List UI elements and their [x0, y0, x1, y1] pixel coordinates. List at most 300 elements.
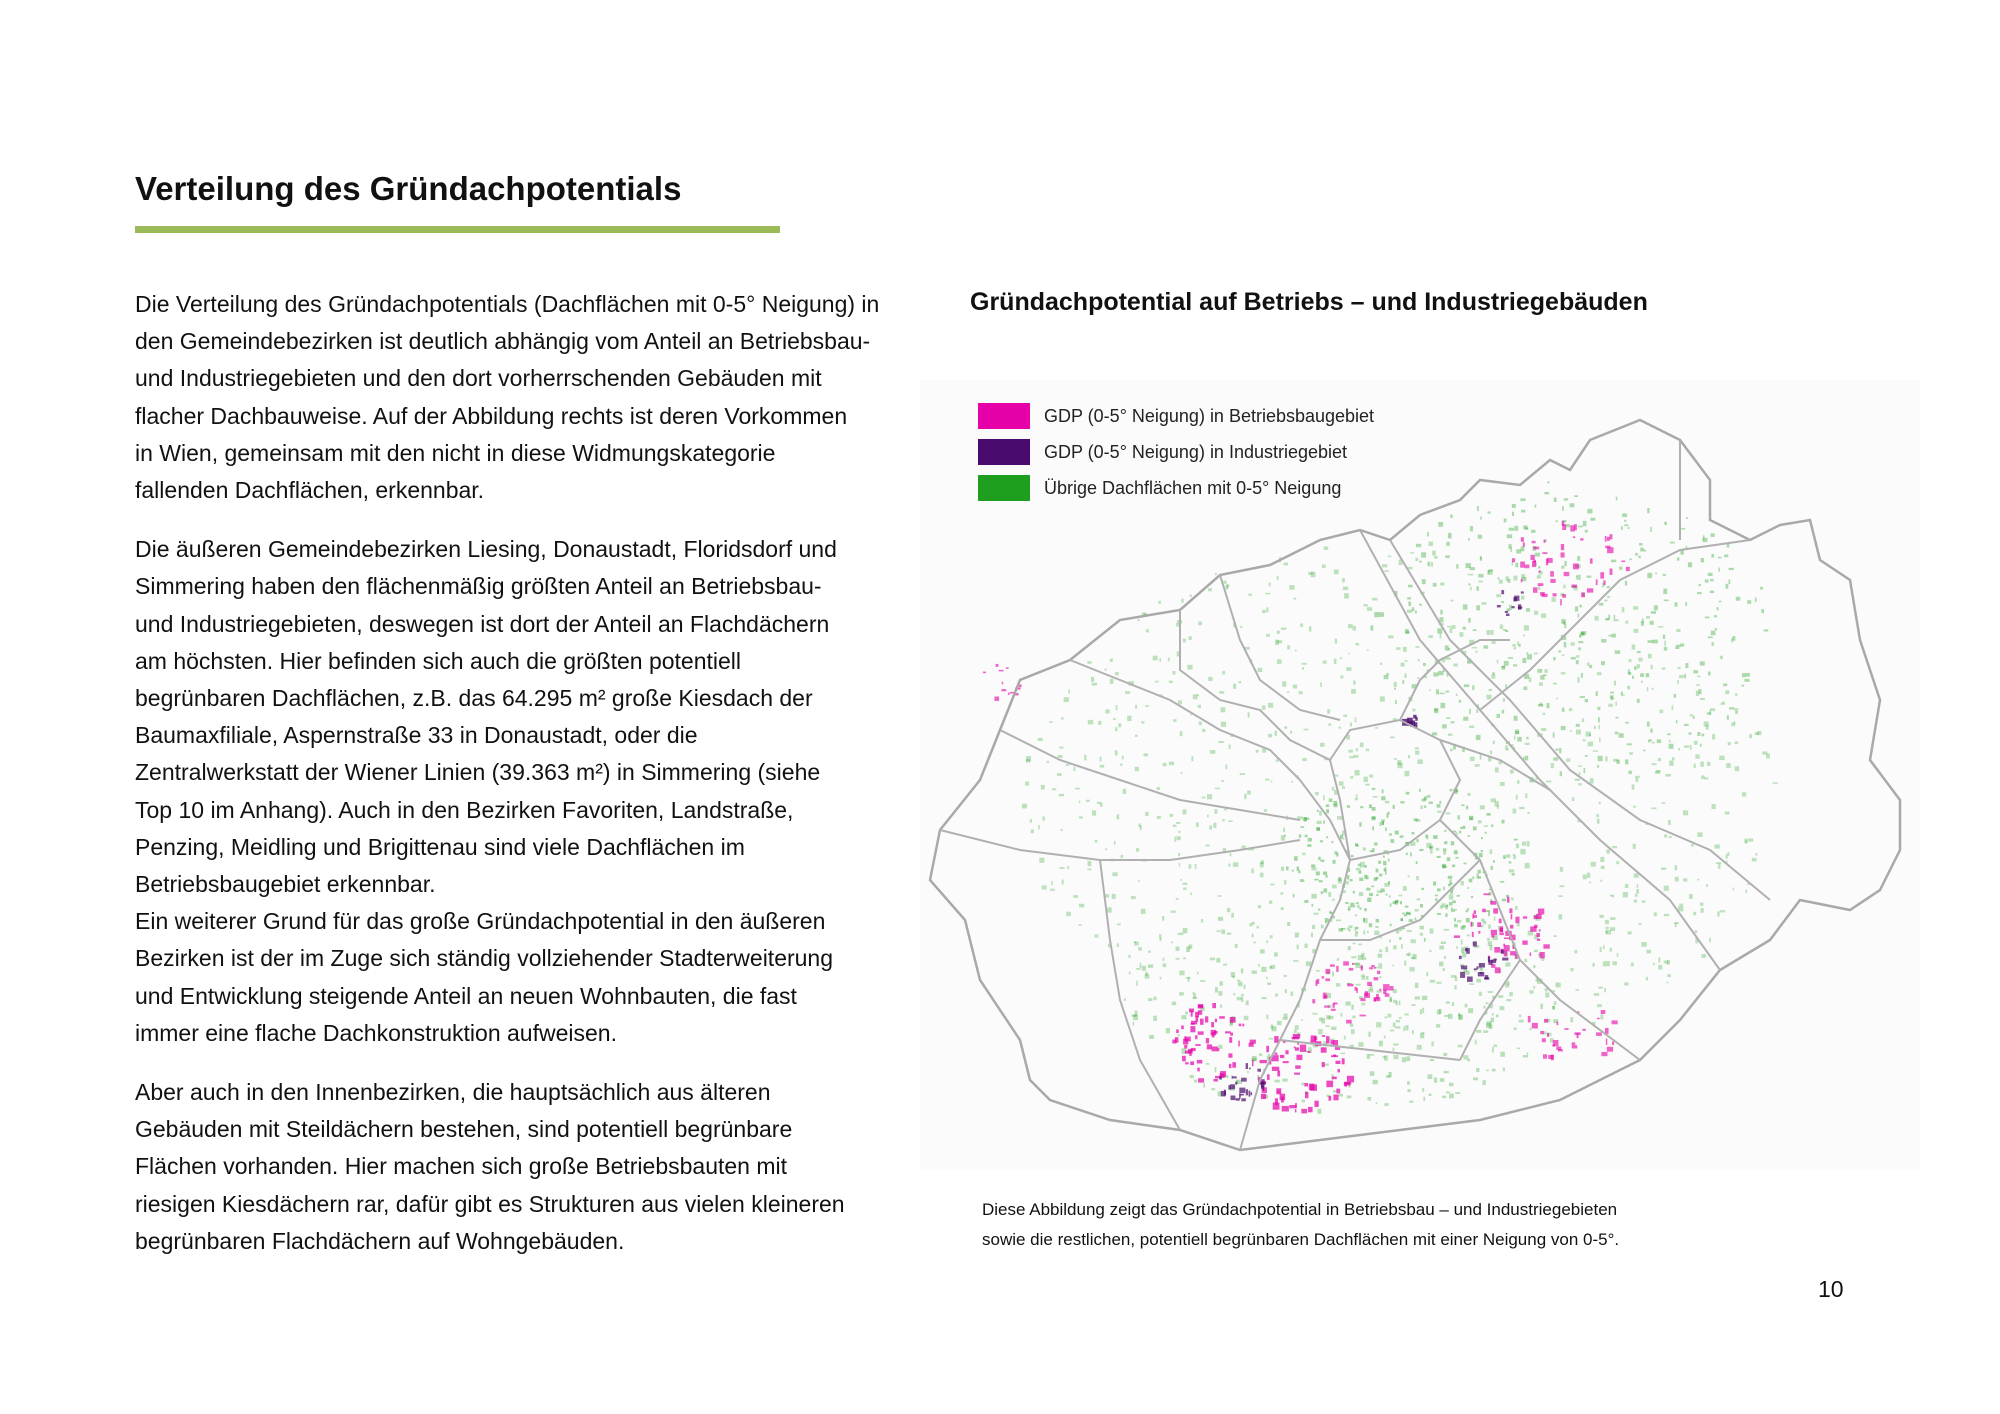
- roof-dot: [1638, 658, 1642, 662]
- roof-dot: [1474, 910, 1476, 914]
- roof-dot: [1459, 700, 1461, 703]
- roof-dot: [1360, 862, 1365, 868]
- roof-dot: [1564, 498, 1569, 500]
- roof-dot: [1087, 869, 1091, 871]
- roof-dot: [1564, 561, 1566, 566]
- roof-dot: [1372, 826, 1374, 830]
- roof-dot: [1733, 636, 1736, 641]
- roof-dot: [1189, 1009, 1194, 1013]
- roof-dot: [1487, 938, 1490, 940]
- roof-dot: [1475, 764, 1480, 767]
- roof-dot: [1562, 654, 1565, 656]
- roof-dot: [1658, 965, 1662, 970]
- text-line: flacher Dachbauweise. Auf der Abbildung rechts ist deren Vorkommen: [135, 402, 848, 429]
- roof-dot: [1179, 971, 1184, 976]
- roof-dot: [1290, 731, 1292, 734]
- roof-dot: [1585, 699, 1588, 702]
- roof-dot: [1339, 727, 1342, 729]
- roof-dot: [1635, 894, 1637, 897]
- roof-dot: [1696, 691, 1699, 696]
- roof-dot: [1418, 759, 1423, 764]
- roof-dot: [1374, 612, 1379, 617]
- roof-dot: [1404, 914, 1407, 916]
- roof-dot: [1476, 1068, 1480, 1072]
- roof-dot: [1603, 961, 1605, 966]
- roof-dot: [1654, 912, 1657, 916]
- legend-label: GDP (0-5° Neigung) in Industriegebiet: [1044, 441, 1348, 462]
- roof-dot: [1484, 977, 1489, 980]
- roof-dot: [1588, 742, 1593, 747]
- roof-dot: [1384, 570, 1389, 572]
- roof-dot: [1434, 556, 1437, 558]
- roof-dot: [1422, 1088, 1424, 1092]
- roof-dot: [1340, 675, 1343, 678]
- roof-dot: [1610, 569, 1613, 575]
- legend-item-betriebsbaugebiet: [978, 398, 1374, 434]
- roof-dot: [1478, 870, 1481, 874]
- roof-dot: [1705, 579, 1709, 582]
- roof-dot: [1405, 906, 1409, 908]
- roof-dot: [1606, 849, 1610, 853]
- roof-dot: [1336, 1089, 1340, 1094]
- roof-dot: [1628, 686, 1630, 690]
- roof-dot: [1445, 913, 1447, 917]
- roof-dot: [1621, 561, 1625, 563]
- roof-dot: [1443, 1053, 1447, 1056]
- roof-dot: [1237, 980, 1240, 982]
- roof-dot: [1676, 720, 1678, 723]
- roof-dot: [1140, 963, 1142, 968]
- roof-dot: [1443, 848, 1446, 851]
- roof-dot: [996, 664, 999, 667]
- roof-dot: [1538, 704, 1543, 707]
- roof-dot: [1326, 804, 1329, 807]
- roof-dot: [1135, 705, 1137, 709]
- roof-dot: [1134, 942, 1139, 946]
- roof-dot: [1476, 735, 1481, 740]
- roof-dot: [1479, 853, 1483, 857]
- roof-dot: [1449, 902, 1452, 905]
- roof-dot: [1141, 909, 1146, 914]
- roof-dot: [1537, 575, 1541, 579]
- roof-dot: [1232, 1076, 1237, 1078]
- roof-dot: [1476, 605, 1480, 610]
- roof-dot: [1191, 1048, 1196, 1051]
- roof-dot: [1446, 1002, 1450, 1004]
- roof-dot: [1247, 791, 1251, 795]
- roof-dot: [1417, 1045, 1422, 1050]
- roof-dot: [1195, 1044, 1200, 1046]
- paragraph-3: [135, 1074, 935, 1260]
- roof-dot: [1561, 672, 1566, 674]
- roof-dot: [1241, 997, 1243, 1002]
- roof-dot: [1115, 672, 1119, 675]
- roof-dot: [1379, 949, 1382, 952]
- roof-dot: [1408, 875, 1410, 877]
- roof-dot: [1349, 968, 1354, 971]
- roof-dot: [1277, 1071, 1280, 1077]
- roof-dot: [1597, 819, 1600, 824]
- roof-dot: [1516, 844, 1519, 849]
- roof-dot: [1270, 884, 1274, 886]
- roof-dot: [1762, 751, 1767, 754]
- roof-dot: [1507, 897, 1510, 903]
- roof-dot: [1382, 821, 1384, 825]
- roof-dot: [1650, 739, 1652, 741]
- roof-dot: [1266, 1046, 1269, 1052]
- roof-dot: [1258, 905, 1261, 908]
- roof-dot: [1605, 618, 1609, 620]
- roof-dot: [1533, 965, 1535, 968]
- roof-dot: [1543, 674, 1547, 676]
- roof-dot: [1577, 1033, 1579, 1038]
- roof-dot: [1536, 914, 1542, 919]
- roof-dot: [1515, 731, 1519, 734]
- roof-dot: [1404, 674, 1406, 678]
- roof-dot: [1352, 1016, 1355, 1019]
- roof-dot: [1297, 867, 1300, 871]
- roof-dot: [1599, 802, 1601, 804]
- roof-dot: [1564, 1028, 1568, 1030]
- roof-dot: [1491, 674, 1495, 679]
- roof-dot: [1100, 765, 1105, 768]
- roof-dot: [1703, 535, 1705, 539]
- roof-dot: [1724, 555, 1728, 558]
- roof-dot: [1216, 930, 1220, 932]
- roof-dot: [1448, 533, 1452, 539]
- roof-dot: [1386, 894, 1388, 896]
- roof-dot: [1517, 780, 1520, 784]
- roof-dot: [1440, 610, 1442, 615]
- roof-dot: [1484, 645, 1489, 649]
- roof-dot: [1621, 692, 1623, 696]
- roof-dot: [1472, 647, 1477, 649]
- roof-dot: [1172, 671, 1175, 675]
- roof-dot: [1657, 739, 1661, 743]
- roof-dot: [1270, 935, 1273, 938]
- roof-dot: [1398, 895, 1402, 897]
- roof-dot: [1625, 759, 1628, 764]
- roof-dot: [1400, 901, 1402, 904]
- roof-dot: [1557, 1022, 1559, 1026]
- roof-dot: [1415, 747, 1419, 749]
- roof-dot: [1430, 849, 1433, 854]
- roof-dot: [1353, 626, 1356, 631]
- roof-dot: [1700, 698, 1705, 700]
- roof-dot: [1173, 825, 1177, 827]
- roof-dot: [1527, 841, 1530, 846]
- roof-dot: [1215, 788, 1220, 790]
- figure-title: Gründachpotential auf Betriebs – und Industriegebäuden: [970, 288, 1648, 316]
- roof-dot: [1359, 878, 1363, 881]
- roof-dot: [1331, 1009, 1336, 1011]
- roof-dot: [1675, 877, 1679, 882]
- roof-dot: [1648, 640, 1653, 643]
- roof-dot: [1512, 558, 1515, 562]
- roof-dot: [1281, 907, 1284, 910]
- roof-dot: [1755, 598, 1757, 603]
- roof-dot: [1578, 526, 1583, 528]
- roof-dot: [1503, 629, 1507, 631]
- roof-dot: [1524, 959, 1527, 962]
- roof-dot: [1420, 926, 1425, 930]
- roof-dot: [1607, 1047, 1613, 1052]
- roof-dot: [1677, 667, 1680, 669]
- roof-dot: [1300, 826, 1304, 828]
- roof-dot: [1239, 1088, 1245, 1093]
- roof-dot: [1710, 579, 1714, 582]
- roof-dot: [1536, 933, 1540, 937]
- roof-dot: [1128, 955, 1130, 958]
- roof-dot: [1342, 1058, 1345, 1064]
- roof-dot: [1484, 825, 1488, 827]
- roof-dot: [1038, 738, 1043, 741]
- roof-dot: [1576, 724, 1580, 727]
- roof-dot: [1615, 732, 1619, 735]
- roof-dot: [1183, 888, 1186, 891]
- roof-dot: [1328, 723, 1331, 726]
- roof-dot: [1256, 750, 1259, 753]
- roof-dot: [1233, 993, 1236, 995]
- roof-dot: [1282, 681, 1286, 687]
- roof-dot: [1539, 682, 1543, 685]
- roof-dot: [1207, 815, 1209, 818]
- roof-dot: [1059, 867, 1064, 869]
- roof-dot: [1369, 804, 1372, 808]
- roof-dot: [1198, 1078, 1204, 1082]
- legend-swatch-magenta: [978, 403, 1030, 429]
- roof-dot: [1709, 711, 1711, 715]
- roof-dot: [1233, 862, 1239, 867]
- roof-dot: [1268, 734, 1272, 738]
- roof-dot: [1651, 665, 1653, 670]
- roof-dot: [1304, 944, 1307, 948]
- roof-dot: [1136, 981, 1138, 986]
- roof-dot: [1145, 705, 1149, 707]
- roof-dot: [1323, 821, 1325, 824]
- roof-dot: [1364, 908, 1367, 911]
- roof-dot: [1506, 609, 1510, 612]
- roof-dot: [1384, 675, 1389, 679]
- roof-dot: [1367, 898, 1371, 903]
- roof-dot: [1289, 585, 1294, 590]
- roof-dot: [1553, 657, 1556, 660]
- roof-dot: [1138, 880, 1140, 882]
- roof-dot: [1240, 626, 1242, 628]
- roof-dot: [1219, 691, 1224, 694]
- roof-dot: [1367, 931, 1369, 933]
- roof-dot: [1612, 634, 1616, 638]
- roof-dot: [1456, 564, 1458, 569]
- roof-dot: [1553, 683, 1557, 685]
- roof-dot: [1528, 1016, 1531, 1023]
- roof-dot: [1660, 710, 1664, 714]
- roof-dot: [1094, 934, 1098, 937]
- roof-dot: [1002, 682, 1004, 685]
- roof-dot: [1105, 848, 1107, 850]
- roof-dot: [1353, 755, 1358, 758]
- roof-dot: [1218, 917, 1223, 921]
- roof-dot: [1514, 839, 1518, 841]
- roof-dot: [1197, 1060, 1203, 1064]
- roof-dot: [1476, 586, 1479, 590]
- roof-dot: [1471, 896, 1473, 898]
- roof-dot: [1465, 948, 1467, 951]
- roof-dot: [1218, 741, 1223, 743]
- roof-dot: [1224, 809, 1227, 811]
- roof-dot: [1647, 573, 1652, 578]
- roof-dot: [1675, 865, 1678, 870]
- roof-dot: [1295, 1109, 1297, 1112]
- roof-dot: [1308, 1107, 1313, 1112]
- roof-dot: [1276, 759, 1279, 762]
- roof-dot: [1198, 622, 1202, 626]
- roof-dot: [1658, 758, 1661, 761]
- roof-dot: [1509, 908, 1512, 913]
- roof-dot: [1554, 935, 1557, 937]
- roof-dot: [1148, 965, 1153, 968]
- roof-dot: [1674, 602, 1677, 606]
- roof-dot: [1356, 902, 1359, 904]
- roof-dot: [1439, 946, 1444, 950]
- roof-dot: [1670, 542, 1675, 544]
- roof-dot: [1585, 530, 1588, 533]
- roof-dot: [1534, 925, 1537, 928]
- roof-dot: [1601, 661, 1605, 665]
- roof-dot: [1548, 481, 1550, 484]
- roof-dot: [1447, 626, 1452, 628]
- roof-dot: [1445, 690, 1449, 692]
- roof-dot: [1235, 944, 1238, 948]
- roof-dot: [1251, 1092, 1253, 1095]
- roof-dot: [1420, 805, 1422, 809]
- roof-dot: [1726, 854, 1728, 859]
- roof-dot: [1631, 963, 1634, 967]
- roof-dot: [1607, 586, 1610, 588]
- roof-dot: [1334, 659, 1337, 664]
- roof-dot: [1422, 579, 1426, 584]
- roof-dot: [1429, 847, 1431, 849]
- roof-dot: [1674, 694, 1676, 698]
- roof-dot: [1448, 734, 1453, 736]
- roof-dot: [1376, 869, 1379, 873]
- roof-dot: [1478, 876, 1481, 878]
- roof-dot: [1711, 533, 1715, 537]
- roof-dot: [1590, 518, 1595, 521]
- text-line: und Industriegebieten, deswegen ist dort der Anteil an Flachdächern: [135, 610, 830, 637]
- roof-dot: [1242, 1024, 1244, 1027]
- roof-dot: [1214, 1079, 1218, 1082]
- roof-dot: [1635, 776, 1640, 778]
- roof-dot: [1478, 931, 1480, 934]
- roof-dot: [1752, 858, 1757, 862]
- roof-dot: [1388, 881, 1390, 884]
- roof-dot: [1241, 994, 1244, 997]
- roof-dot: [1611, 560, 1616, 563]
- roof-dot: [1718, 557, 1722, 559]
- roof-dot: [1492, 1069, 1496, 1072]
- roof-dot: [1417, 677, 1419, 679]
- roof-dot: [1312, 867, 1317, 870]
- roof-dot: [1744, 679, 1749, 682]
- roof-dot: [1711, 631, 1716, 636]
- roof-dot: [1305, 1092, 1308, 1098]
- roof-dot: [1135, 767, 1139, 771]
- paragraph-2: [135, 531, 935, 1052]
- roof-dot: [1444, 929, 1450, 931]
- roof-dot: [1451, 908, 1453, 910]
- roof-dot: [1244, 1016, 1249, 1020]
- roof-dot: [1600, 1014, 1603, 1019]
- roof-dot: [1447, 857, 1450, 861]
- roof-dot: [1470, 587, 1472, 591]
- roof-dot: [1386, 673, 1389, 675]
- roof-dot: [1521, 537, 1524, 542]
- roof-dot: [1697, 832, 1702, 837]
- roof-dot: [1633, 806, 1636, 808]
- roof-dot: [1189, 636, 1192, 640]
- roof-dot: [1748, 839, 1753, 842]
- roof-dot: [1513, 809, 1517, 814]
- roof-dot: [1241, 1078, 1247, 1082]
- roof-dot: [1527, 654, 1532, 659]
- roof-dot: [1503, 1068, 1505, 1072]
- roof-dot: [1446, 905, 1448, 908]
- roof-dot: [1727, 715, 1729, 720]
- roof-dot: [1481, 925, 1484, 927]
- roof-dot: [1512, 504, 1516, 508]
- roof-dot: [1190, 595, 1192, 597]
- roof-dot: [1491, 1018, 1495, 1023]
- roof-dot: [1273, 1103, 1280, 1110]
- roof-dot: [1177, 836, 1181, 840]
- roof-dot: [1346, 1020, 1352, 1024]
- roof-dot: [1461, 804, 1464, 806]
- roof-dot: [1655, 771, 1660, 774]
- roof-dot: [1426, 972, 1428, 976]
- roof-dot: [1514, 596, 1519, 601]
- roof-dot: [1374, 967, 1376, 969]
- roof-dot: [1115, 727, 1117, 731]
- roof-dot: [1215, 1067, 1217, 1072]
- roof-dot: [1457, 920, 1461, 923]
- roof-dot: [1452, 901, 1456, 904]
- roof-dot: [1038, 825, 1040, 829]
- roof-dot: [1107, 907, 1111, 912]
- roof-dot: [1370, 625, 1373, 630]
- roof-dot: [1066, 912, 1071, 917]
- roof-dot: [1726, 584, 1729, 589]
- roof-dot: [1246, 1063, 1248, 1069]
- roof-dot: [1260, 862, 1264, 867]
- roof-dot: [1455, 909, 1457, 911]
- roof-dot: [1371, 965, 1375, 967]
- roof-dot: [1181, 772, 1183, 774]
- roof-dot: [1284, 563, 1289, 566]
- roof-dot: [1394, 688, 1396, 690]
- roof-dot: [1688, 562, 1692, 567]
- roof-dot: [1198, 705, 1201, 708]
- roof-dot: [1489, 1025, 1493, 1029]
- roof-dot: [1318, 1029, 1322, 1034]
- roof-dot: [1706, 884, 1708, 886]
- roof-dot: [1022, 804, 1027, 809]
- roof-dot: [1195, 1035, 1197, 1039]
- roof-dot: [1388, 1014, 1392, 1018]
- roof-dot: [1346, 667, 1351, 671]
- roof-dot: [1388, 556, 1392, 558]
- roof-dot: [1355, 934, 1358, 936]
